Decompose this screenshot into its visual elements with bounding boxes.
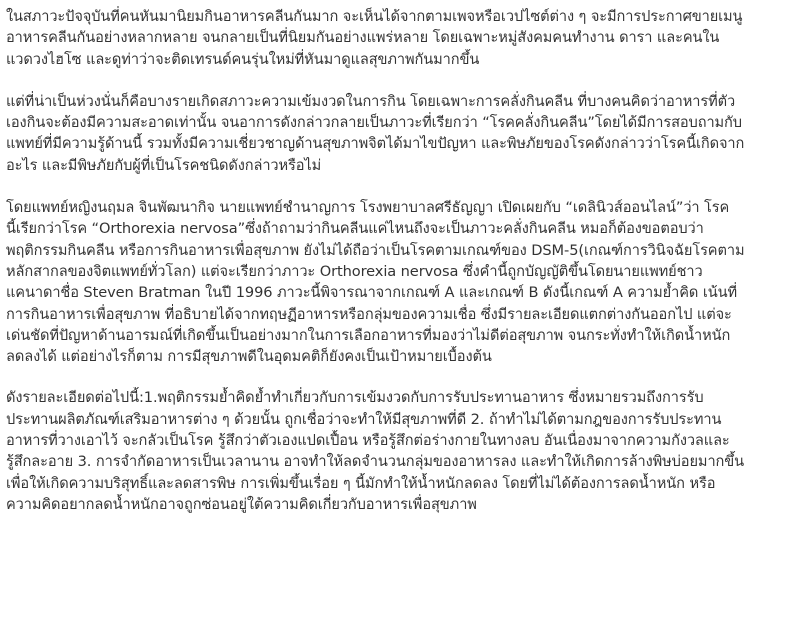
text-line: เด่นชัดที่ปัญหาด้านอารมณ์ที่เกิดขึ้นเป็นอย่างมากในการเลือกอาหารที่มองว่าไม่ดีต่อสุขภาพ จนกระทั่งทำให้เกิดน้ำหนัก [6,326,731,344]
text-line: อาหารที่วางเอาไว้ จะกลัวเป็นโรค รู้สึกว่าตัวเองแปดเปื้อน หรือรู้สึกต่อร่างกายในทางลบ อันเนื่องมาจากความกังวลและ [6,432,730,450]
text-line: พฤติกรรมกินคลีน หรือการกินอาหารเพื่อสุขภาพ ยังไม่ได้ถือว่าเป็นโรคตามเกณฑ์ของ DSM-5(เกณฑ์การวินิจฉัยโรคตาม [6,241,745,259]
text-line: แต่ที่น่าเป็นห่วงนั่นก็คือบางรายเกิดสภาวะความเข้มงวดในการกิน โดยเฉพาะการคลั่งกินคลีน ที่บางคนคิดว่าอาหารที่ตัว [6,92,736,110]
paragraph-criteria-details [6,387,781,515]
text-line: หลักสากลของจิตแพทย์ทั่วโลก) แต่จะเรียกว่าภาวะ Orthorexia nervosa ซึ่งคำนี้ถูกบัญญัติขึ้นโดยนายแพทย์ชาว [6,262,703,280]
text-line: แคนาดาชื่อ Steven Bratman ในปี 1996 ภาวะนี้พิจารณาจากเกณฑ์ A และเกณฑ์ B ดังนี้เกณฑ์ A ความย้ำคิด เน้นที่ [6,284,738,302]
text-line: นี้เรียกว่าโรค “Orthorexia nervosa”ซึ่งถ้าถามว่ากินคลีนแค่ไหนถึงจะเป็นภาวะคลั่งกินคลีน หมอก็ต้องขอตอบว่า [6,220,704,238]
text-line: อะไร และมีพิษภัยกับผู้ที่เป็นโรคชนิดดังกล่าวหรือไม่ [6,156,322,174]
text-line: ประทานผลิตภัณฑ์เสริมอาหารต่าง ๆ ด้วยนั้น ถูกเชื่อว่าจะทำให้มีสุขภาพที่ดี 2. ถ้าทำไม่ได้ตามกฎของการรับประทาน [6,410,722,428]
text-line: ความคิดอยากลดน้ำหนักอาจถูกซ่อนอยู่ใต้ความคิดเกี่ยวกับอาหารเพื่อสุขภาพ [6,495,477,513]
text-line: แวดวงไฮโซ และดูท่าว่าจะติดเทรนด์คนรุ่นใหม่ที่หันมาดูแลสุขภาพกันมากขึ้น [6,50,480,68]
paragraph-doctor-explanation [6,197,781,367]
text-line: รู้สึกละอาย 3. การจำกัดอาหารเป็นเวลานาน อาจทำให้ลดจำนวนกลุ่มของอาหารลง และทำให้เกิดการล้างพิษบ่อยมากขึ้น [6,453,745,471]
text-line: เพื่อให้เกิดความบริสุทธิ์และลดสารพิษ การเพิ่มขึ้นเรื่อย ๆ นี้มักทำให้น้ำหนักลดลง โดยที่ไม่ได้ต้องการลดน้ำหนัก หรือ [6,474,716,492]
paragraph-intro [6,0,781,70]
text-line: เองกินจะต้องมีความสะอาดเท่านั้น จนอาการดังกล่าวกลายเป็นภาวะที่เรียกว่า “โรคคลั่งกินคลีน”โดยได้มีการสอบถามกับ [6,114,742,132]
text-line: อาหารคลีนกันอย่างหลากหลาย จนกลายเป็นที่นิยมกันอย่างแพร่หลาย โดยเฉพาะหมู่สังคมคนทำงาน ดารา และคนใน [6,29,720,47]
paragraph-concern [6,91,781,176]
text-line: การกินอาหารเพื่อสุขภาพ ที่อธิบายได้จากทฤษฏีอาหารหรือกลุ่มของความเชื่อ ซึ่งมีรายละเอียดแตกต่างกันออกไป แต่จะ [6,305,732,323]
text-line: แพทย์ที่มีความรู้ด้านนี้ รวมทั้งมีความเชี่ยวชาญด้านสุขภาพจิตได้มาไขปัญหา และพิษภัยของโรคดังกล่าวว่าโรคนี้เกิดจาก [6,135,745,153]
text-line: โดยแพทย์หญิงนฤมล จินพัฒนากิจ นายแพทย์ชำนาญการ โรงพยาบาลศรีธัญญา เปิดเผยกับ “เดลินิวส์ออนไลน์”ว่า โรค [6,199,730,217]
text-line: ดังรายละเอียดต่อไปนี้:1.พฤติกรรมย้ำคิดย้ำทำเกี่ยวกับการเข้มงวดกับการรับประทานอาหาร ซึ่งหมายรวมถึงการรับ [6,389,704,407]
text-line: ลดลงได้ แต่อย่างไรก็ตาม การมีสุขภาพดีในอุดมคติก็ยังคงเป็นเป้าหมายเบื้องต้น [6,348,492,366]
text-line: ในสภาวะปัจจุบันที่คนหันมานิยมกินอาหารคลีนกันมาก จะเห็นได้จากตามเพจหรือเวปไซต์ต่าง ๆ จะมีการประกาศขายเมนู [6,8,743,25]
